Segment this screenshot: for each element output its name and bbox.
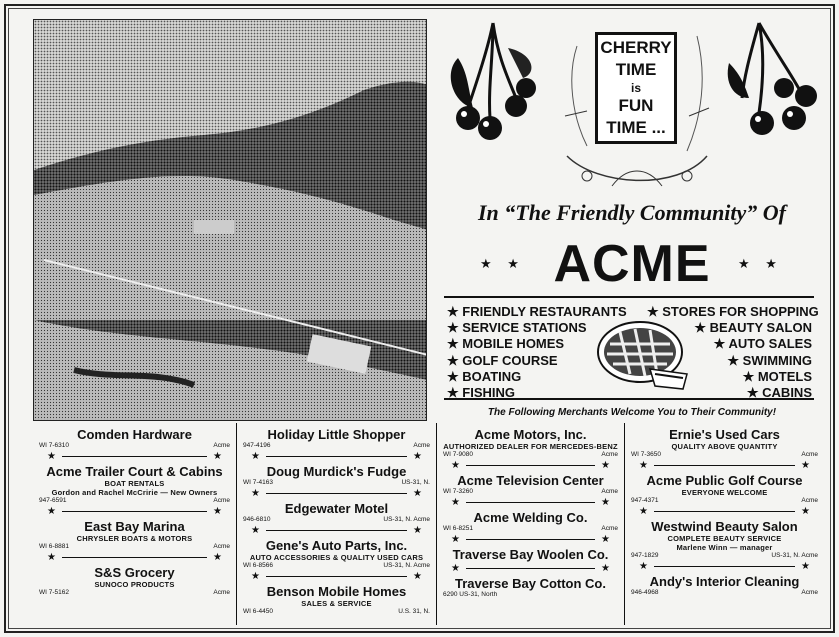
divider-line [266, 493, 407, 494]
merchant-town: Acme [601, 451, 618, 458]
divider-line [654, 511, 795, 512]
merchant-detail: COMPLETE BEAUTY SERVICE [667, 534, 782, 543]
star-divider [237, 570, 436, 582]
merchant-columns [33, 423, 831, 625]
star-divider [625, 459, 824, 471]
merchant-detail: EVERYONE WELCOME [681, 488, 768, 497]
star-icon: ★ [413, 570, 422, 582]
merchant-contact-row [437, 451, 624, 459]
sign-line-1: CHERRY [600, 38, 672, 57]
merchant-contact-row [237, 562, 436, 570]
merchant-listing [437, 427, 624, 459]
merchant-listing [237, 538, 436, 570]
merchant-detail: Gordon and Rachel McCririe — New Owners [51, 488, 218, 497]
star-icon: ★ [451, 533, 460, 545]
stars-left: ★ ★ [480, 256, 525, 271]
merchant-phone: WI 6-4450 [243, 608, 273, 615]
amenity: ★ FRIENDLY RESTAURANTS [447, 304, 627, 319]
divider-line [466, 539, 595, 540]
merchant-detail: AUTHORIZED DEALER FOR MERCEDES-BENZ [443, 442, 618, 451]
merchant-contact-row [237, 479, 436, 487]
merchant-phone: WI 7-3650 [631, 451, 661, 458]
divider-line [62, 557, 207, 558]
merchant-detail: SUNOCO PRODUCTS [94, 580, 175, 589]
merchant-contact-row [437, 488, 624, 496]
merchant-phone: WI 7-9080 [443, 451, 473, 458]
star-divider [625, 505, 824, 517]
amenity: ★ FISHING [447, 385, 515, 401]
merchant-name: Ernie's Used Cars [669, 427, 780, 442]
star-icon: ★ [601, 533, 610, 545]
merchant-contact-row [625, 552, 824, 560]
merchant-town: US-31, N. Acme [771, 552, 818, 559]
merchant-name: Westwind Beauty Salon [651, 519, 798, 534]
merchant-listing [437, 473, 624, 496]
merchant-phone: 946-4968 [631, 589, 659, 596]
merchant-town: Acme [213, 497, 230, 504]
amenity: ★ BEAUTY SALON [694, 320, 812, 336]
merchant-listing [33, 565, 236, 597]
amenity: ★ MOTELS [742, 368, 812, 384]
town-name: ACME [553, 235, 711, 293]
star-icon: ★ [639, 459, 648, 471]
star-divider [33, 505, 236, 517]
merchant-detail: QUALITY ABOVE QUANTITY [671, 442, 778, 451]
cherries-right-icon [724, 18, 834, 153]
star-icon: ★ [47, 505, 56, 517]
sign-line-4: FUN [618, 96, 654, 115]
merchant-listing [437, 576, 624, 599]
merchant-listing [33, 464, 236, 505]
merchant-name: Comden Hardware [77, 427, 192, 442]
merchant-listing [237, 464, 436, 487]
merchant-column-2 [236, 423, 436, 625]
amenity: ★ MOBILE HOMES [447, 336, 565, 352]
merchant-listing [437, 510, 624, 533]
merchant-contact-row [33, 497, 236, 505]
amenity: ★ SERVICE STATIONS [447, 320, 587, 336]
merchant-detail: CHRYSLER BOATS & MOTORS [76, 534, 193, 543]
divider-line [654, 566, 795, 567]
merchant-name: Gene's Auto Parts, Inc. [265, 538, 408, 553]
amenity: ★ AUTO SALES [713, 336, 812, 352]
star-icon: ★ [251, 487, 260, 499]
star-icon: ★ [601, 496, 610, 508]
merchant-phone: WI 7-3260 [443, 488, 473, 495]
merchant-phone: WI 6-8881 [39, 543, 69, 550]
merchant-town: Acme [801, 451, 818, 458]
star-icon: ★ [413, 524, 422, 536]
merchant-name: Doug Murdick's Fudge [266, 464, 407, 479]
merchant-contact-row [437, 591, 624, 599]
star-icon: ★ [451, 562, 460, 574]
merchant-detail: BOAT RENTALS [104, 479, 165, 488]
divider-line [266, 530, 407, 531]
divider-line [62, 456, 207, 457]
star-icon: ★ [47, 450, 56, 462]
star-icon: ★ [213, 505, 222, 517]
merchant-name: Acme Welding Co. [473, 510, 588, 525]
merchant-name: Edgewater Motel [284, 501, 389, 516]
amenity: ★ BOATING [447, 368, 522, 384]
divider-line [266, 576, 407, 577]
amenity: ★ CABINS [746, 385, 812, 401]
star-divider [437, 459, 624, 471]
merchant-name: Acme Public Golf Course [646, 473, 803, 488]
merchant-contact-row [33, 442, 236, 450]
star-divider [437, 533, 624, 545]
star-icon: ★ [251, 450, 260, 462]
star-divider [625, 560, 824, 572]
merchant-town: US-31, N. Acme [383, 516, 430, 523]
merchant-town: Acme [801, 497, 818, 504]
cherries-left-icon [438, 18, 548, 153]
star-icon: ★ [213, 450, 222, 462]
merchant-phone: 947-4196 [243, 442, 271, 449]
star-divider [237, 450, 436, 462]
merchant-listing [33, 427, 236, 450]
merchant-town: Acme [213, 589, 230, 596]
merchant-listing [625, 473, 824, 505]
star-divider [437, 562, 624, 574]
merchant-phone: WI 6-8251 [443, 525, 473, 532]
star-divider [237, 487, 436, 499]
merchant-detail: SALES & SERVICE [301, 599, 372, 608]
merchant-phone: WI 7-4163 [243, 479, 273, 486]
merchant-contact-row [237, 442, 436, 450]
merchant-detail: AUTO ACCESSORIES & QUALITY USED CARS [249, 553, 424, 562]
merchant-town: Acme [801, 589, 818, 596]
welcome-line: The Following Merchants Welcome You to Their Community! [487, 407, 777, 418]
amenity: ★ GOLF COURSE [447, 352, 558, 368]
sign-line-2: TIME [615, 60, 657, 79]
merchant-name: S&S Grocery [94, 565, 175, 580]
merchant-contact-row [33, 589, 236, 597]
rule-top [444, 296, 814, 298]
divider-line [654, 465, 795, 466]
tagline: In “The Friendly Community” Of [477, 200, 787, 225]
merchant-detail: Marlene Winn — manager [676, 543, 773, 552]
merchant-phone: WI 7-6310 [39, 442, 69, 449]
divider-line [62, 511, 207, 512]
merchant-phone: WI 7-5162 [39, 589, 69, 596]
star-icon: ★ [451, 496, 460, 508]
star-icon: ★ [451, 459, 460, 471]
merchant-listing [33, 519, 236, 551]
merchant-column-1 [33, 423, 236, 625]
merchant-listing [237, 501, 436, 524]
merchant-name: Acme Television Center [457, 473, 604, 488]
merchant-name: Acme Trailer Court & Cabins [46, 464, 223, 479]
star-divider [437, 496, 624, 508]
merchant-contact-row [237, 608, 436, 616]
merchant-town: Acme [213, 543, 230, 550]
stars-right: ★ ★ [738, 256, 783, 271]
star-divider [33, 551, 236, 563]
merchant-listing [437, 547, 624, 562]
merchant-contact-row [625, 589, 824, 597]
star-divider [237, 524, 436, 536]
star-icon: ★ [413, 450, 422, 462]
sign-line-5: TIME ... [606, 118, 666, 137]
star-icon: ★ [413, 487, 422, 499]
merchant-column-3 [436, 423, 624, 625]
merchant-town: U.S. 31, N. [398, 608, 430, 615]
merchant-name: Andy's Interior Cleaning [649, 574, 800, 589]
star-icon: ★ [801, 459, 810, 471]
divider-line [466, 465, 595, 466]
merchant-contact-row [625, 451, 824, 459]
merchant-contact-row [625, 497, 824, 505]
star-icon: ★ [801, 560, 810, 572]
star-icon: ★ [639, 560, 648, 572]
aerial-photo [33, 19, 427, 421]
merchant-listing [237, 584, 436, 616]
merchant-town: US-31, N. [401, 479, 430, 486]
merchant-town: Acme [413, 442, 430, 449]
star-icon: ★ [639, 505, 648, 517]
merchant-column-4 [624, 423, 824, 625]
amenity: ★ SWIMMING [727, 352, 812, 368]
divider-line [466, 568, 595, 569]
star-icon: ★ [213, 551, 222, 563]
merchant-contact-row [33, 543, 236, 551]
star-icon: ★ [601, 459, 610, 471]
merchant-phone: 947-1829 [631, 552, 659, 559]
merchant-town: Acme [601, 525, 618, 532]
cherry-time-sign [595, 32, 677, 144]
merchant-phone: 947-4371 [631, 497, 659, 504]
amenities-right [647, 304, 819, 401]
merchant-phone: 6290 US-31, North [443, 591, 498, 598]
merchant-town: US-31, N. Acme [383, 562, 430, 569]
merchant-contact-row [437, 525, 624, 533]
merchant-town: Acme [601, 488, 618, 495]
merchant-name: East Bay Marina [84, 519, 185, 534]
merchant-listing [237, 427, 436, 450]
star-icon: ★ [601, 562, 610, 574]
merchant-name: Traverse Bay Cotton Co. [455, 576, 606, 591]
star-icon: ★ [47, 551, 56, 563]
sign-line-3: is [630, 81, 641, 95]
divider-line [466, 502, 595, 503]
merchant-phone: 947-6591 [39, 497, 67, 504]
hero-panel [432, 12, 832, 422]
merchant-listing [625, 427, 824, 459]
amenity: ★ STORES FOR SHOPPING [647, 304, 819, 319]
divider-line [266, 456, 407, 457]
merchant-listing [625, 574, 824, 597]
merchant-name: Benson Mobile Homes [266, 584, 407, 599]
merchant-name: Acme Motors, Inc. [474, 427, 587, 442]
star-icon: ★ [251, 524, 260, 536]
merchant-name: Holiday Little Shopper [267, 427, 406, 442]
merchant-phone: 946-6810 [243, 516, 271, 523]
merchant-town: Acme [213, 442, 230, 449]
merchant-name: Traverse Bay Woolen Co. [452, 547, 609, 562]
star-icon: ★ [801, 505, 810, 517]
merchant-phone: WI 6-8566 [243, 562, 273, 569]
star-divider [33, 450, 236, 462]
rule-bottom [444, 398, 814, 400]
merchant-listing [625, 519, 824, 560]
star-icon: ★ [251, 570, 260, 582]
merchant-contact-row [237, 516, 436, 524]
